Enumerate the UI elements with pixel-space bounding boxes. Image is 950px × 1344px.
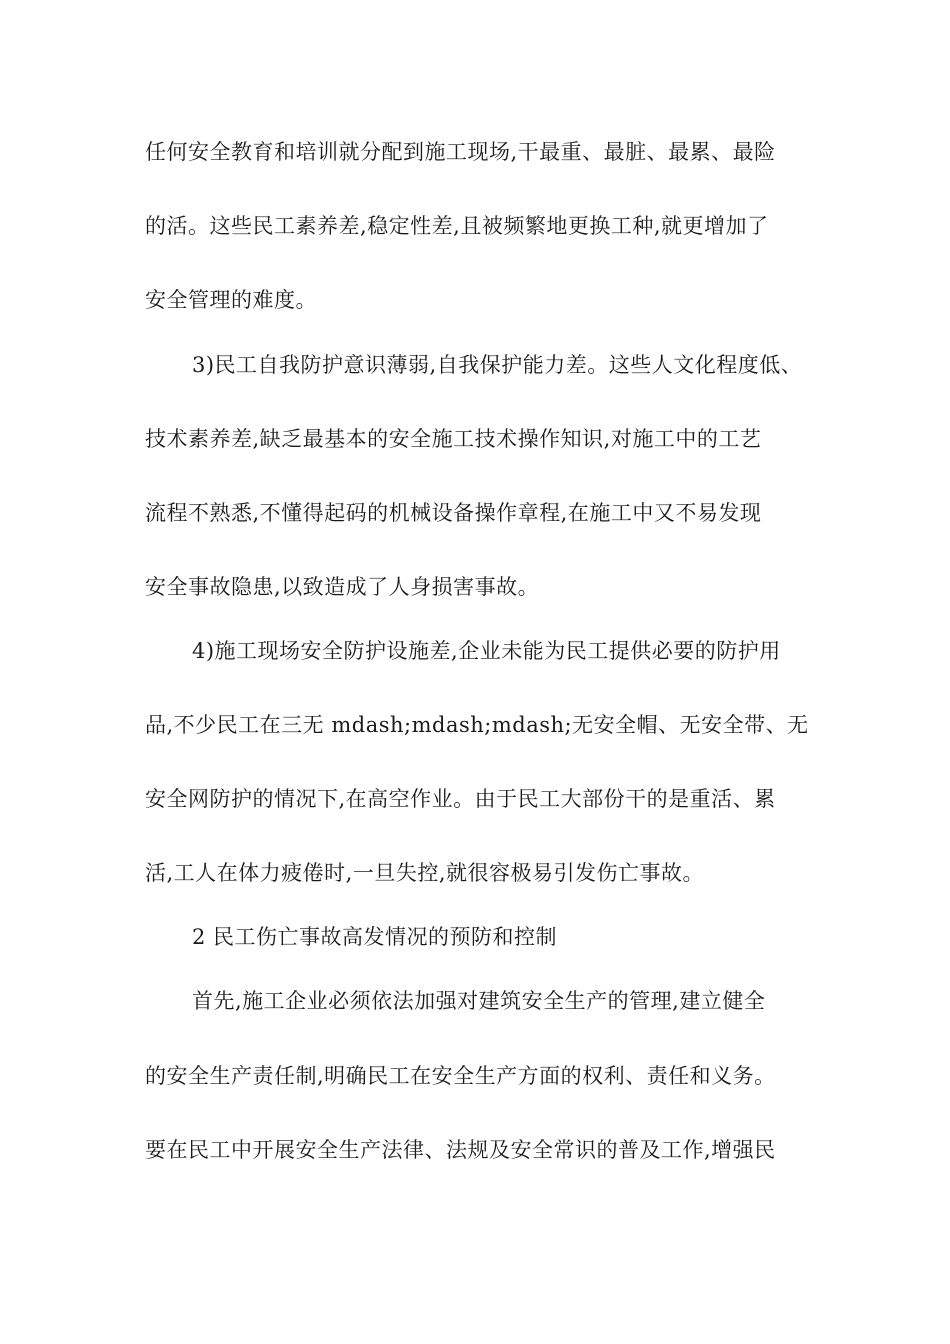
text-line: 的安全生产责任制,明确民工在安全生产方面的权利、责任和义务。 <box>145 1064 776 1088</box>
text-line: 安全事故隐患,以致造成了人身损害事故。 <box>145 575 540 599</box>
text-line: 品,不少民工在三无 mdash;mdash;mdash;无安全帽、无安全带、无 <box>145 713 809 737</box>
paragraph-start-line: 首先,施工企业必须依法加强对建筑安全生产的管理,建立健全 <box>192 989 766 1013</box>
text-line: 任何安全教育和培训就分配到施工现场,干最重、最脏、最累、最险 <box>145 140 776 164</box>
text-line: 活,工人在体力疲倦时,一旦失控,就很容极易引发伤亡事故。 <box>145 861 705 885</box>
section-heading: 2 民工伤亡事故高发情况的预防和控制 <box>192 925 558 949</box>
text-line: 安全管理的难度。 <box>145 288 317 312</box>
text-line: 的活。这些民工素养差,稳定性差,且被频繁地更换工种,就更增加了 <box>145 214 769 238</box>
text-line: 要在民工中开展安全生产法律、法规及安全常识的普及工作,增强民 <box>145 1138 776 1162</box>
text-line: 技术素养差,缺乏最基本的安全施工技术操作知识,对施工中的工艺 <box>145 427 762 451</box>
paragraph-start-line: 4)施工现场安全防护设施差,企业未能为民工提供必要的防护用 <box>192 639 781 663</box>
paragraph-start-line: 3)民工自我防护意识薄弱,自我保护能力差。这些人文化程度低、 <box>192 353 803 377</box>
text-line: 流程不熟悉,不懂得起码的机械设备操作章程,在施工中又不易发现 <box>145 501 762 525</box>
text-line: 安全网防护的情况下,在高空作业。由于民工大部份干的是重活、累 <box>145 787 776 811</box>
